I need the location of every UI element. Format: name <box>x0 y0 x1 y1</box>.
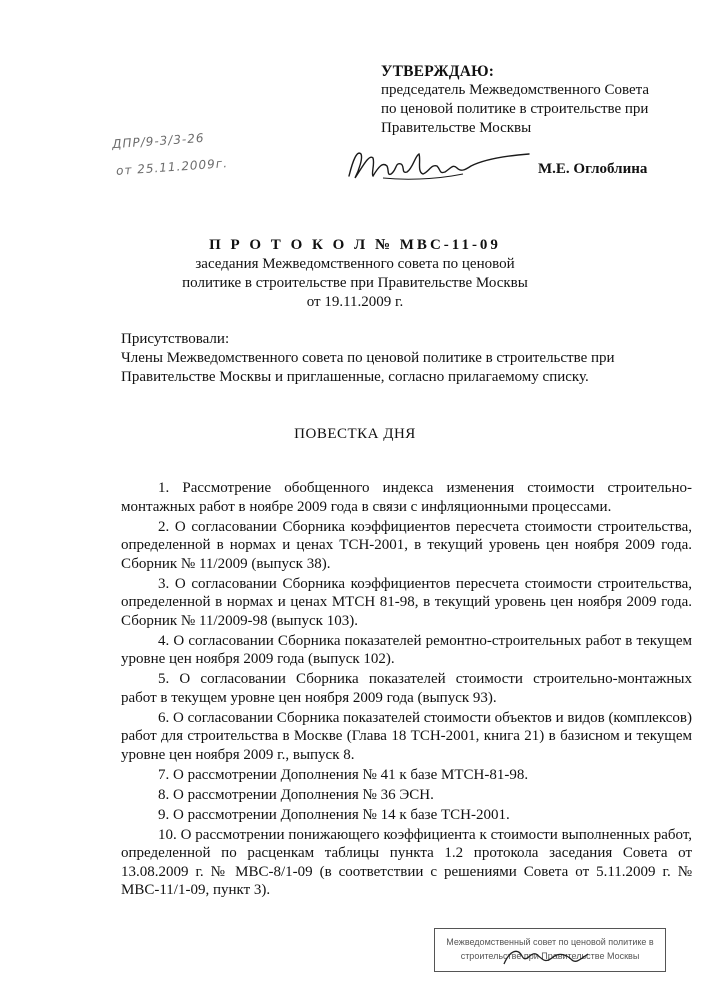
approval-line: Правительстве Москвы <box>381 120 532 136</box>
protocol-number: П Р О Т О К О Л № МВС-11-09 <box>209 237 501 253</box>
agenda-list <box>121 479 692 901</box>
agenda-item: 8. О рассмотрении Дополнения № 36 ЭСН. <box>158 786 434 803</box>
approval-line: председатель Межведомственного Совета <box>381 82 650 98</box>
title-line: заседания Межведомственного совета по ценовой <box>195 256 515 272</box>
agenda-item: 1. Рассмотрение обобщенного индекса изменения стоимости строительно-монтажных работ в ноябре 2009 года в связи с инфляционными процессами. <box>121 480 692 515</box>
agenda-item: 7. О рассмотрении Дополнения № 41 к базе МТСН-81-98. <box>158 766 529 783</box>
stamp-line: строительстве при Правительстве Москвы <box>460 951 640 961</box>
approval-line: по ценовой политике в строительстве при <box>381 101 649 117</box>
handwritten-registration-number: ДПР/9-3/3-26 <box>111 130 205 152</box>
attendance-label: Присутствовали: <box>121 331 230 347</box>
stamp-signature-image <box>500 944 590 972</box>
stamp-line: Межведомственный совет по ценовой политике в <box>446 937 654 947</box>
approval-heading: УТВЕРЖДАЮ: <box>381 63 495 80</box>
approval-block <box>381 62 701 138</box>
attendance-text: Члены Межведомственного совета по ценовой политике в строительстве при Правительстве Москвы и приглашенные, согласно прилагаемому списку. <box>121 350 615 385</box>
handwritten-registration-date: от 25.11.2009г. <box>115 156 229 178</box>
agenda-item: 3. О согласовании Сборника коэффициентов пересчета стоимости строительства, определенной в нормах и ценах МТСН 81-98, в текущий уровень цен ноября 2009 года. Сборник № 11/2009-98 (выпуск 103). <box>121 575 692 629</box>
meeting-date: от 19.11.2009 г. <box>306 294 404 310</box>
document-title <box>120 236 590 312</box>
agenda-heading: ПОВЕСТКА ДНЯ <box>294 426 416 442</box>
agenda-item: 9. О рассмотрении Дополнения № 14 к базе ТСН-2001. <box>158 806 510 823</box>
title-line: политике в строительстве при Правительстве Москвы <box>182 275 528 291</box>
agenda-item: 6. О согласовании Сборника показателей стоимости объектов и видов (комплексов) работ для строительства в Москве (Глава 18 ТСН-2001, книга 21) в базисном и текущем уровне цен ноября 2009 г., выпуск 8. <box>121 709 692 763</box>
attendance-section <box>121 330 691 387</box>
signature-image <box>343 140 533 190</box>
agenda-item: 5. О согласовании Сборника показателей стоимости строительно-монтажных работ в текущем уровне цен ноября 2009 года (выпуск 93). <box>121 671 692 706</box>
agenda-item: 2. О согласовании Сборника коэффициентов пересчета стоимости строительства, определенной в нормах и ценах ТСН-2001, в текущий уровень цен ноября 2009 года. Сборник № 11/2009 (выпуск 38). <box>121 518 692 572</box>
agenda-item: 10. О рассмотрении понижающего коэффициента к стоимости выполненных работ, определенной по расценкам таблицы пункта 1.2 протокола заседания Совета от 13.08.2009 г. № МВС-8/1-09 (в соответствии с решениями Совета от 5.11.2009 г. № МВС-11/1-09, пункт 3). <box>121 826 692 898</box>
agenda-item: 4. О согласовании Сборника показателей ремонтно-строительных работ в текущем уровне цен ноября 2009 года (выпуск 102). <box>121 632 692 667</box>
approver-name: М.Е. Оглоблина <box>538 161 648 177</box>
